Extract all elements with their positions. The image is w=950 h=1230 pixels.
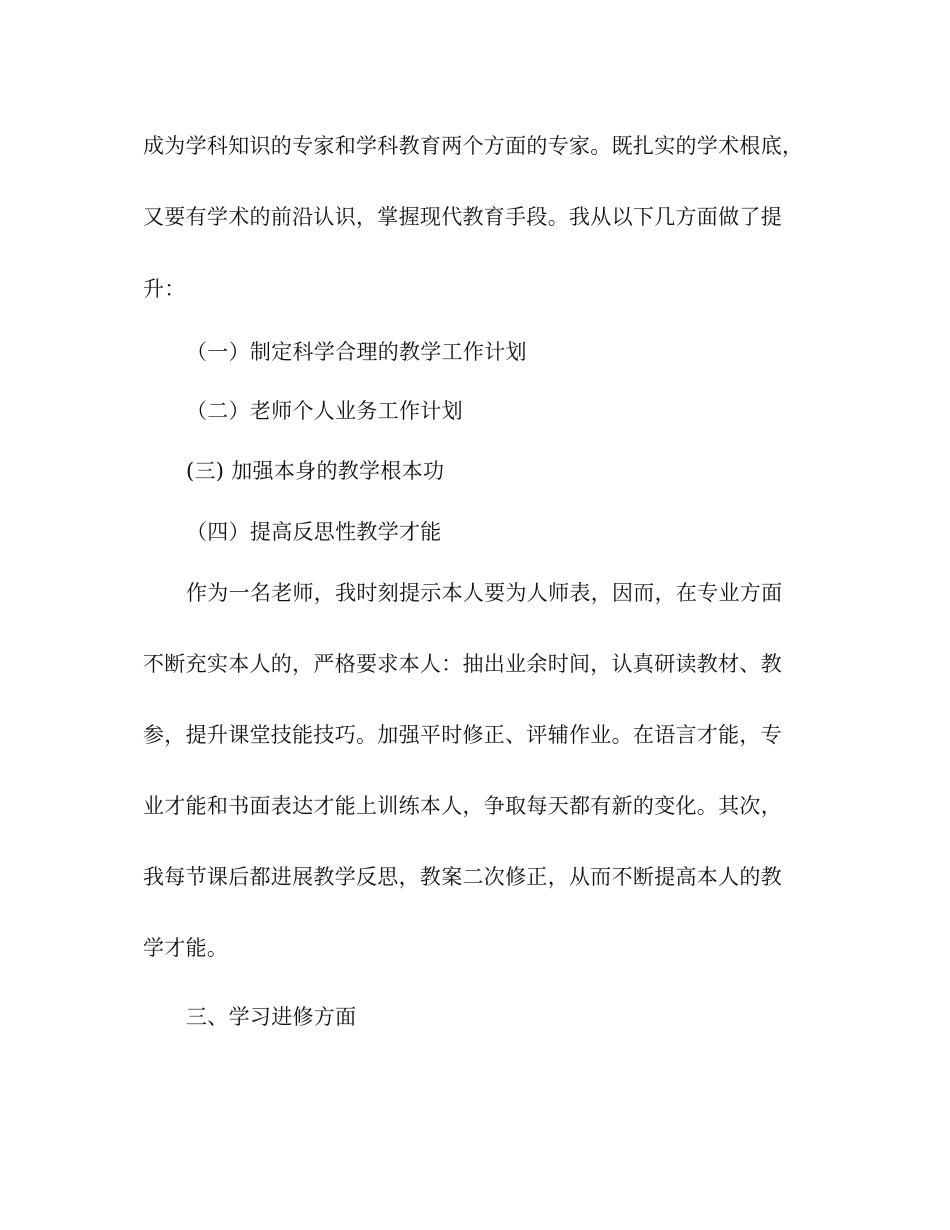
list-item: (三) 加强本身的教学根本功 <box>186 459 445 483</box>
paragraph-line: 学才能。 <box>143 936 229 960</box>
paragraph-line: 又要有学术的前沿认识，掌握现代教育手段。我从以下几方面做了提 <box>143 205 782 229</box>
list-item: （四）提高反思性教学才能 <box>186 520 442 544</box>
list-item: （一）制定科学合理的教学工作计划 <box>186 340 527 364</box>
paragraph-line: 升： <box>143 277 186 301</box>
section-heading: 三、学习进修方面 <box>186 1005 357 1029</box>
paragraph-line: 不断充实本人的，严格要求本人：抽出业余时间，认真研读教材、教 <box>143 652 782 676</box>
paragraph-line: 我每节课后都进展教学反思，教案二次修正，从而不断提高本人的教 <box>143 865 782 889</box>
paragraph-line: 作为一名老师，我时刻提示本人要为人师表，因而，在专业方面 <box>186 581 783 605</box>
paragraph-line: 成为学科知识的专家和学科教育两个方面的专家。既扎实的学术根底， <box>143 134 804 158</box>
paragraph-line: 业才能和书面表达才能上训练本人，争取每天都有新的变化。其次， <box>143 794 782 818</box>
list-item: （二）老师个人业务工作计划 <box>186 399 463 423</box>
paragraph-line: 参，提升课堂技能技巧。加强平时修正、评辅作业。在语言才能，专 <box>143 723 782 747</box>
